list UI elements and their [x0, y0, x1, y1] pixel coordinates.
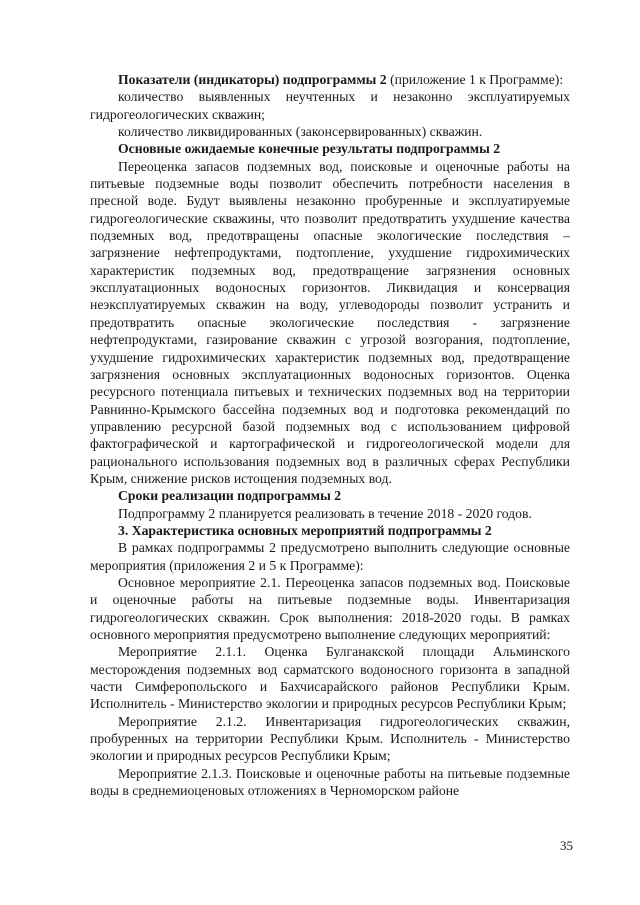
paragraph-indicator-2: количество ликвидированных (законсервированных) скважин. [118, 124, 483, 140]
heading-section-3-text: 3. Характеристика основных мероприятий подпрограммы 2 [118, 522, 492, 538]
paragraph-activity-2-1-3: Мероприятие 2.1.3. Поисковые и оценочные работы на питьевые подземные воды в среднемиоценовых отложениях в Черноморском районе [90, 765, 570, 799]
indicators-note: (приложение 1 к Программе): [386, 72, 564, 87]
paragraph-activity-2-1-2: Мероприятие 2.1.2. Инвентаризация гидрогеологических скважин, пробуренных на территории Республики Крым. Исполнитель - Министерство экологии и природных ресурсов Республики Крым; [90, 713, 570, 764]
heading-expected-results [90, 140, 570, 157]
paragraph-main-activity: Основное мероприятие 2.1. Переоценка запасов подземных вод. Поисковые и оценочные работы на питьевые подземные воды. Инвентаризация гидрогеологических скважин. Срок выполнения: 2018-2020 годы. В рамках основного мероприятия предусмотрено выполнение следующих мероприятий: [90, 574, 570, 642]
page-number: 35 [560, 838, 573, 853]
paragraph-indicator-1: количество выявленных неучтенных и незаконно эксплуатируемых гидрогеологических скважин; [90, 89, 570, 122]
paragraph-activities-intro: В рамках подпрограммы 2 предусмотрено выполнить следующие основные мероприятия (приложения 2 и 5 к Программе): [90, 540, 570, 573]
heading-indicators: Показатели (индикаторы) подпрограммы 2 [118, 72, 387, 87]
heading-section-3 [90, 522, 570, 539]
heading-timeline [90, 487, 570, 504]
document-page [90, 71, 570, 799]
paragraph-activity-2-1-1: Мероприятие 2.1.1. Оценка Булганакской площади Альминского месторождения подземных вод сарматского водоносного горизонта в западной части Симферопольского и Бахчисарайского районов Республики Крым. Исполнитель - Министерство экологии и природных ресурсов Республики Крым; [90, 644, 570, 712]
paragraph-timeline: Подпрограмму 2 планируется реализовать в течение 2018 - 2020 годов. [118, 505, 532, 521]
heading-expected-results-text: Основные ожидаемые конечные результаты подпрограммы 2 [118, 141, 501, 157]
paragraph-indicators [90, 71, 570, 88]
paragraph-expected-results: Переоценка запасов подземных вод, поисковые и оценочные работы на питьевые подземные воды позволит обеспечить потребности населения в пресной воде. Будут выявлены незаконно пробуренные и эксплуатируемые гидрогеологические скважины, что позволит предотвратить ухудшение качества подземных вод, предотвращены опасные экологические последствия – загрязнение нефтепродуктами, подтопление, ухудшение гидрохимических характеристик подземных вод, предотвращение загрязнения основных эксплуатационных водоносных горизонтов. Ликвидация и консервация неэксплуатируемых скважин на воду, углеводороды позволит устранить и предотвратить опасные экологические последствия - загрязнение нефтепродуктами, газирование скважин с угрозой возгорания, подтопление, ухудшение гидрохимических характеристик подземных вод, предотвращение загрязнения основных эксплуатационных водоносных горизонтов. Оценка ресурсного потенциала питьевых и технических подземных вод на территории Равнинно-Крымского бассейна подземных вод и подготовка рекомендаций по управлению ресурсной базой подземных вод с использованием цифровой фактографической и картографической и гидрогеологической модели для рационального использования подземных вод в различных сферах Республики Крым, снижение рисков истощения подземных вод. [90, 158, 570, 486]
heading-timeline-text: Сроки реализации подпрограммы 2 [118, 488, 342, 504]
